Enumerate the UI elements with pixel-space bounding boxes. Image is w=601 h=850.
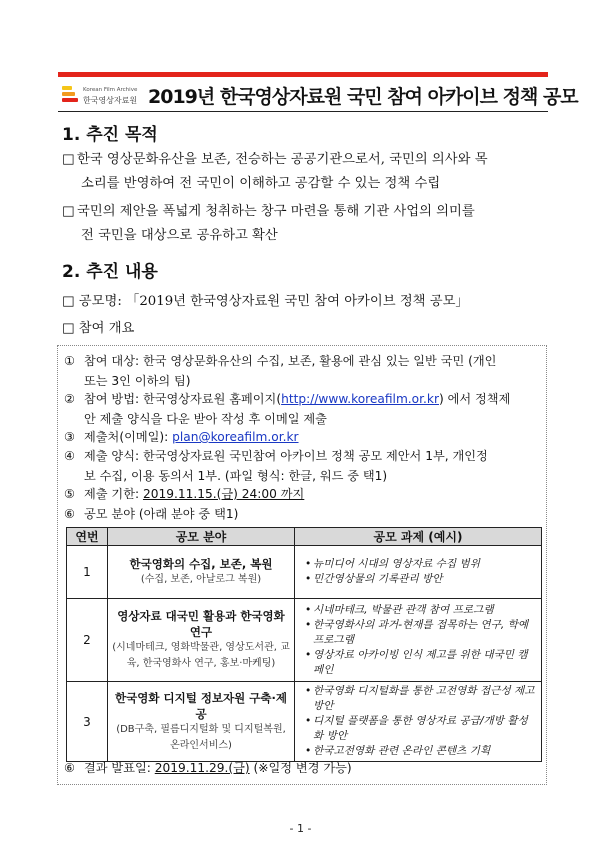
task-item: • 한국영화 디지털화를 통한 고전영화 접근성 제고 방안 <box>305 684 537 714</box>
tasks-cell <box>295 599 542 682</box>
detail-item <box>64 504 544 524</box>
task-item: • 영상자료 아카이빙 인식 제고를 위한 대국민 캠페인 <box>305 648 537 678</box>
homepage-link[interactable]: http://www.koreafilm.or.kr <box>281 392 439 406</box>
purpose-line: 한국 영상문화유산을 보존, 전승하는 공공기관으로서, 국민의 의사와 목 <box>77 152 488 167</box>
detail-text: 참여 방법: 한국영상자료원 홈페이지( <box>84 392 282 406</box>
detail-item <box>64 351 544 391</box>
field-title: 영상자료 대국민 활용과 한국영화 연구 <box>117 609 285 639</box>
section-1-heading: 1. 추진 목적 <box>62 125 158 145</box>
field-subtitle: (DB구축, 필름디지털화 및 디지털복원, 온라인서비스) <box>116 723 286 751</box>
field-title: 한국영화의 수집, 보존, 복원 <box>129 557 273 571</box>
deadline: 2019.11.15.(금) 24:00 까지 <box>142 487 305 501</box>
detail-text: 안 제출 양식을 다운 받아 작성 후 이메일 제출 <box>84 412 327 426</box>
row-number: 1 <box>67 546 108 599</box>
row-number: 2 <box>67 599 108 682</box>
field-cell <box>108 546 295 599</box>
table-header-row <box>67 528 542 546</box>
purpose-line: 소리를 반영하여 전 국민이 이해하고 공감할 수 있는 정책 수립 <box>81 176 441 191</box>
detail-item <box>64 427 544 447</box>
section-2-heading: 2. 추진 내용 <box>62 262 158 282</box>
checkbox-bullet: □ <box>62 152 75 167</box>
row-number: 3 <box>67 682 108 762</box>
purpose-line: 전 국민을 대상으로 공유하고 확산 <box>81 228 278 243</box>
overview-label: □ 참여 개요 <box>62 321 135 336</box>
item-number: ⑥ <box>64 507 75 521</box>
tasks-cell <box>295 682 542 762</box>
detail-text: 제출 기한: <box>84 487 143 501</box>
item-number: ⑥ <box>64 761 75 775</box>
task-item: • 시네마테크, 박물관 관객 참여 프로그램 <box>305 603 537 618</box>
result-date-item <box>64 758 544 778</box>
table-row <box>67 599 542 682</box>
detail-text: (※일정 변경 가능) <box>249 761 352 775</box>
tasks-cell <box>295 546 542 599</box>
detail-text: 또는 3인 이하의 팀) <box>84 374 191 388</box>
field-cell <box>108 599 295 682</box>
detail-item <box>64 484 544 504</box>
purpose-line: 국민의 제안을 폭넓게 청취하는 창구 마련을 통해 기관 사업의 의미를 <box>77 204 475 219</box>
task-item: • 한국고전영화 관련 온라인 콘텐츠 기획 <box>305 744 537 759</box>
column-header: 연번 <box>67 528 108 546</box>
detail-text: 보 수집, 이용 동의서 1부. (파일 형식: 한글, 워드 중 택1) <box>84 469 388 483</box>
purpose-item <box>62 148 550 196</box>
detail-text: 참여 대상: 한국 영상문화유산의 수집, 보존, 활용에 관심 있는 일반 국민 (개인 <box>84 354 497 368</box>
purpose-item <box>62 200 550 248</box>
task-item: • 한국영화사의 과거-현재를 접목하는 연구, 학예 프로그램 <box>305 618 537 648</box>
field-subtitle: (수집, 보존, 아날로그 복원) <box>140 574 262 585</box>
column-header: 공모 과제 (예시) <box>295 528 542 546</box>
column-header: 공모 분야 <box>108 528 295 546</box>
task-item: • 뉴미디어 시대의 영상자료 수집 범위 <box>305 557 537 572</box>
logo-mark-icon <box>62 86 78 106</box>
result-date: 2019.11.29.(금) <box>154 761 250 775</box>
contest-name: □ 공모명: 「2019년 한국영상자료원 국민 참여 아카이브 정책 공모」 <box>62 294 469 309</box>
item-number: ① <box>64 354 75 368</box>
email-link[interactable]: plan@koreafilm.or.kr <box>172 430 299 444</box>
document-title: 2019년 한국영상자료원 국민 참여 아카이브 정책 공모 <box>148 86 578 108</box>
detail-text: 제출 양식: 한국영상자료원 국민참여 아카이브 정책 공모 제안서 1부, 개인정 <box>84 449 488 463</box>
table-row <box>67 682 542 762</box>
item-number: ⑤ <box>64 487 75 501</box>
checkbox-bullet: □ <box>62 204 75 219</box>
logo-english-text: Korean Film Archive <box>83 87 138 93</box>
table-row <box>67 546 542 599</box>
task-item: • 민간영상물의 기록관리 방안 <box>305 572 537 587</box>
contest-fields-table <box>66 527 542 762</box>
item-number: ③ <box>64 430 75 444</box>
detail-text: 결과 발표일: <box>84 761 155 775</box>
logo-korean-text: 한국영상자료원 <box>83 96 138 105</box>
field-cell <box>108 682 295 762</box>
detail-text: 공모 분야 (아래 분야 중 택1) <box>84 507 239 521</box>
field-title: 한국영화 디지털 정보자원 구축·제공 <box>115 690 287 721</box>
header-accent-bar <box>58 72 548 77</box>
detail-text: ) 에서 정책제 <box>438 392 511 406</box>
detail-item <box>64 446 544 486</box>
page-number: - 1 - <box>289 822 312 835</box>
title-underline <box>58 111 548 112</box>
detail-item <box>64 389 544 429</box>
task-item: • 디지털 플랫폼을 통한 영상자료 공급/개방 활성화 방안 <box>305 714 537 744</box>
item-number: ② <box>64 392 75 406</box>
kofa-logo <box>62 82 142 110</box>
item-number: ④ <box>64 449 75 463</box>
field-subtitle: (시네마테크, 영화박물관, 영상도서관, 교육, 한국영화사 연구, 홍보·마케팅) <box>112 642 290 669</box>
detail-text: 제출처(이메일): <box>84 430 173 444</box>
